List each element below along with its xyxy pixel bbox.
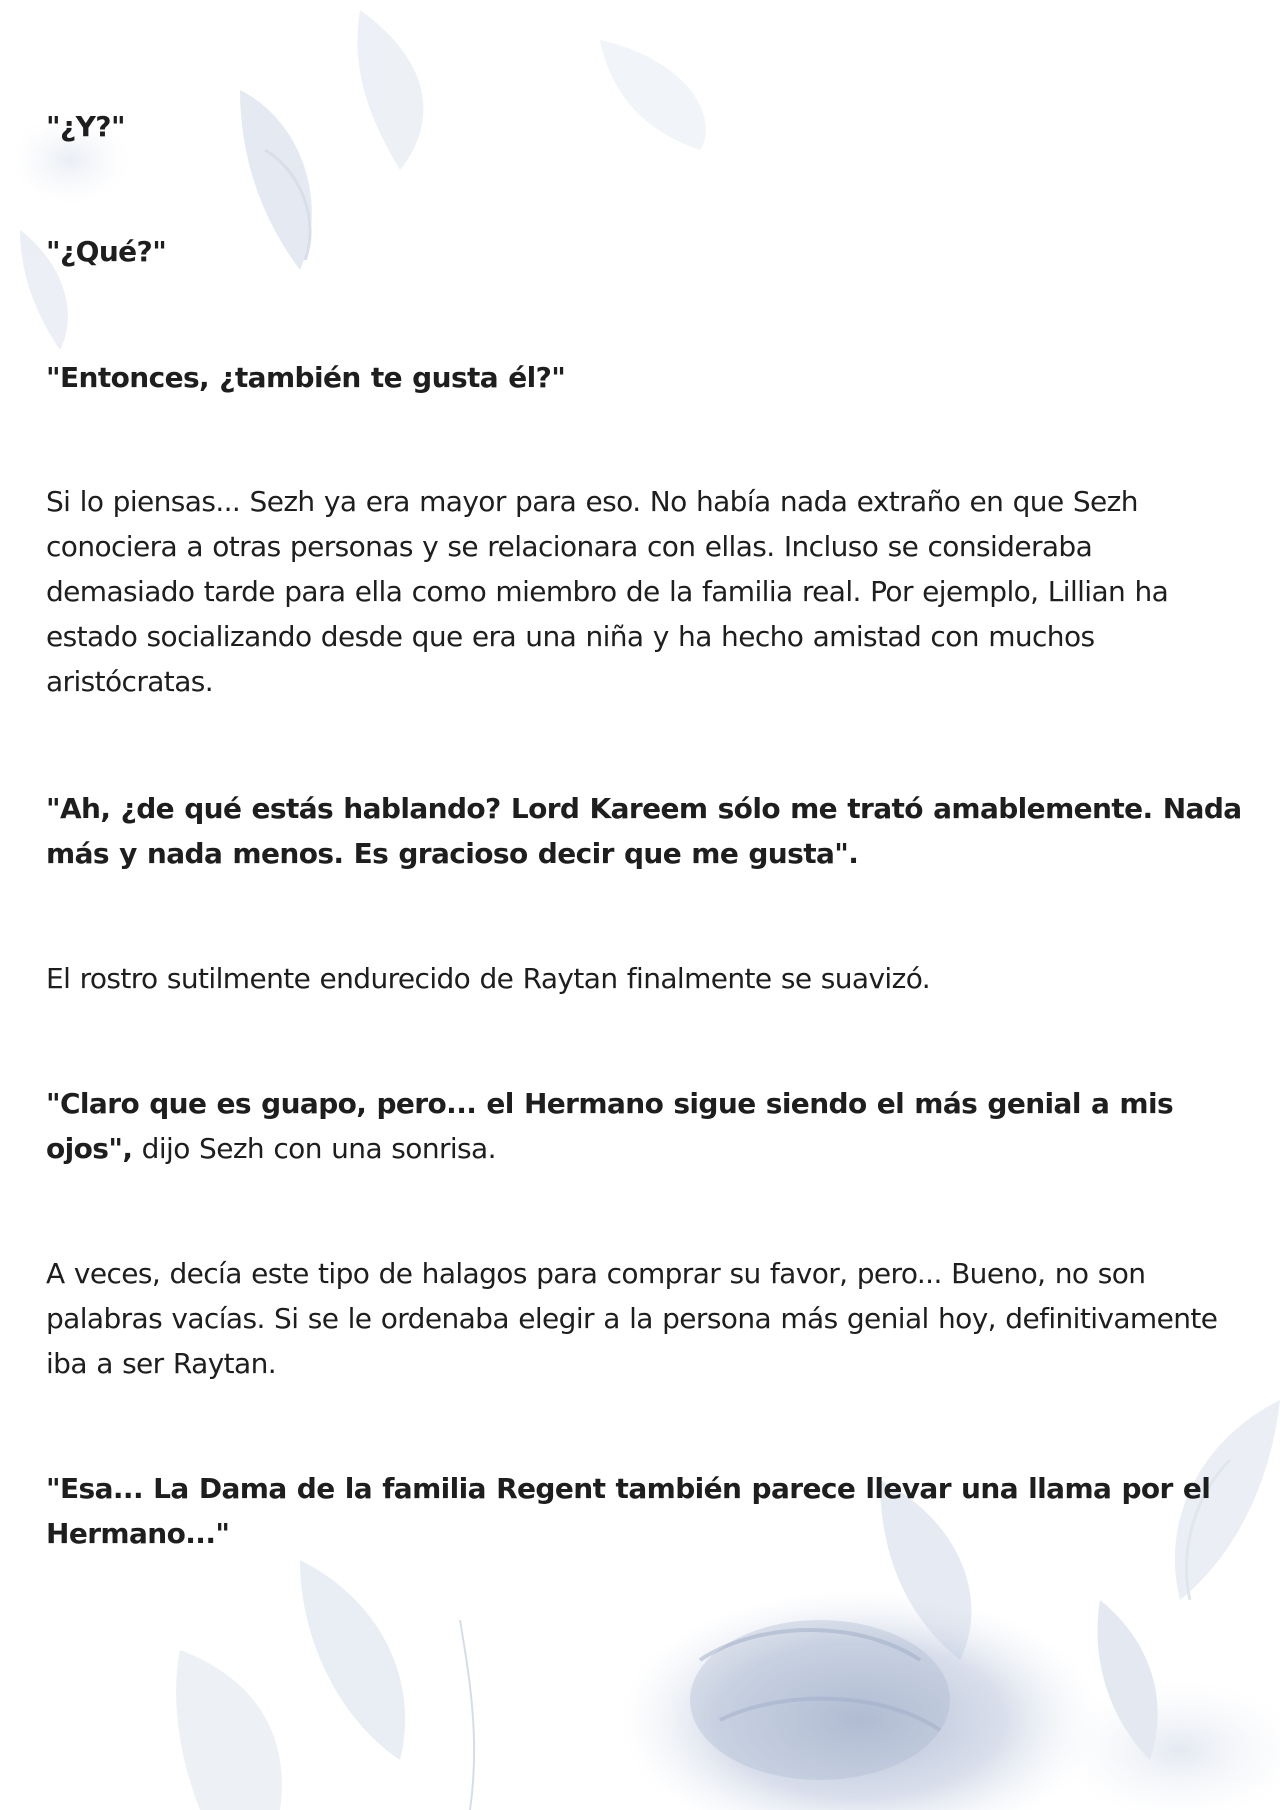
paragraph-7 — [46, 1081, 1246, 1171]
paragraph-5 — [46, 786, 1246, 876]
dialogue-text: "Ah, ¿de qué estás hablando? Lord Kareem sólo me trató amablemente. Nada más y nada menos. Es gracioso decir que me gusta". — [46, 792, 1242, 870]
dialogue-text: "Claro que es guapo, pero... el Hermano sigue siendo el más genial a mis ojos", — [46, 1087, 1174, 1165]
narration-text: A veces, decía este tipo de halagos para comprar su favor, pero... Bueno, no son palabras vacías. Si se le ordenaba elegir a la persona más genial hoy, definitivamente iba a ser Raytan. — [46, 1257, 1218, 1380]
dialogue-text: "¿Qué?" — [46, 235, 167, 268]
paragraph-1 — [46, 104, 1246, 149]
dialogue-text: "Entonces, ¿también te gusta él?" — [46, 361, 566, 394]
paragraph-3 — [46, 355, 1246, 400]
paragraph-9 — [46, 1466, 1246, 1556]
paragraph-2 — [46, 229, 1246, 274]
dialogue-text: "¿Y?" — [46, 110, 125, 143]
narration-text: Si lo piensas... Sezh ya era mayor para eso. No había nada extraño en que Sezh conociera a otras personas y se relacionara con ellas. Incluso se consideraba demasiado tarde para ella como miembro de la familia real. Por ejemplo, Lillian ha estado socializando desde que era una niña y ha hecho amistad con muchos aristócratas. — [46, 485, 1169, 698]
narration-text: dijo Sezh con una sonrisa. — [132, 1132, 496, 1165]
narration-text: El rostro sutilmente endurecido de Raytan finalmente se suavizó. — [46, 962, 931, 995]
paragraph-8 — [46, 1251, 1246, 1386]
paragraph-6 — [46, 956, 1246, 1001]
dialogue-text: "Esa... La Dama de la familia Regent también parece llevar una llama por el Hermano..." — [46, 1472, 1211, 1550]
paragraph-4 — [46, 479, 1246, 704]
